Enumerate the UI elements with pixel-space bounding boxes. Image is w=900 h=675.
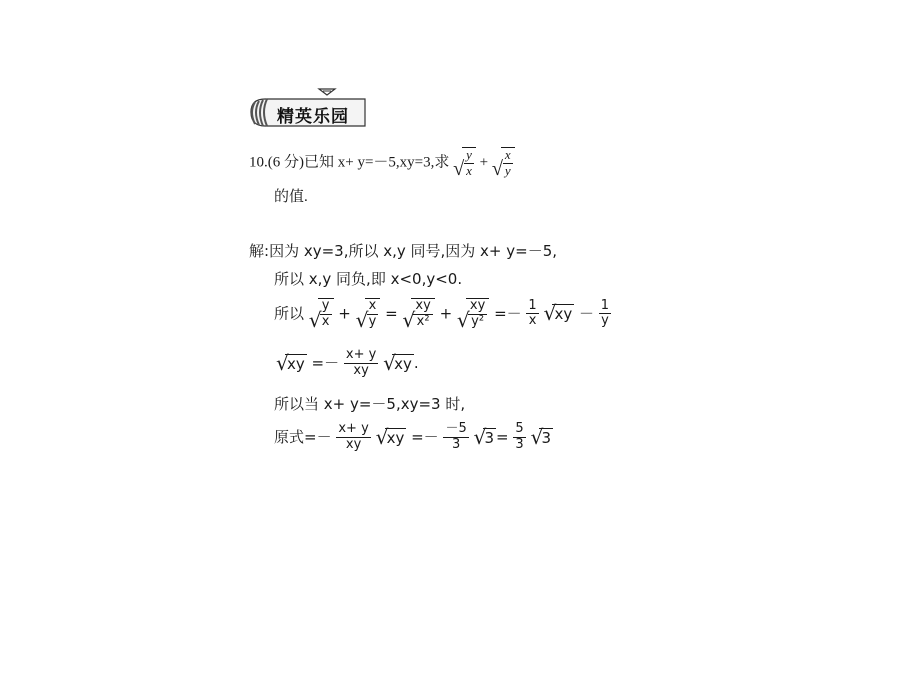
solution-label: 解: <box>249 242 270 260</box>
problem-number: 10. <box>249 154 268 171</box>
section-banner <box>247 86 372 130</box>
problem-stem: 已知 x+ y=－5,xy=3,求 <box>304 154 450 171</box>
problem-statement: 10.(6 分)已知 x+ y=－5,xy=3,求 √ $\frac{y}{x}$ + √ $\frac{x}{y}$ <box>249 147 515 179</box>
problem-points: (6 分) <box>267 154 304 171</box>
section-title: 精英乐园 <box>277 107 349 127</box>
solution-line-6: 原式=－ $\frac{x+ y}{xy}$ √ xy =－ $\frac{-5}{3}$ √ 3 = $\frac{5}{3}$ √ 3 <box>274 421 551 452</box>
sqrt-y-over-x: √ $\frac{y}{x}$ <box>453 147 476 179</box>
sqrt-x-over-y: √ $\frac{x}{y}$ <box>492 147 515 179</box>
solution-line-2: 所以 x,y 同负,即 x<0,y<0. <box>274 270 463 288</box>
problem-tail: 的值. <box>274 189 308 205</box>
solution-line-3: 所以 √ $\frac{y}{x}$ + √ $\frac{x}{y}$ = √ $\frac{xy}{\text{x²}}$ + √ $\frac{xy}{\text{y²}}$ =－ $\frac{1}{x}$ √ xy － $\frac{1}{y}$ <box>274 297 610 332</box>
solution-line-1: 解:因为 xy=3,所以 x,y 同号,因为 x+ y=－5, <box>249 242 558 260</box>
solution-line-5: 所以当 x+ y=－5,xy=3 时, <box>274 395 466 413</box>
solution-line-4: √ xy =－ $\frac{x+ y}{xy}$ √ xy . <box>276 347 419 378</box>
